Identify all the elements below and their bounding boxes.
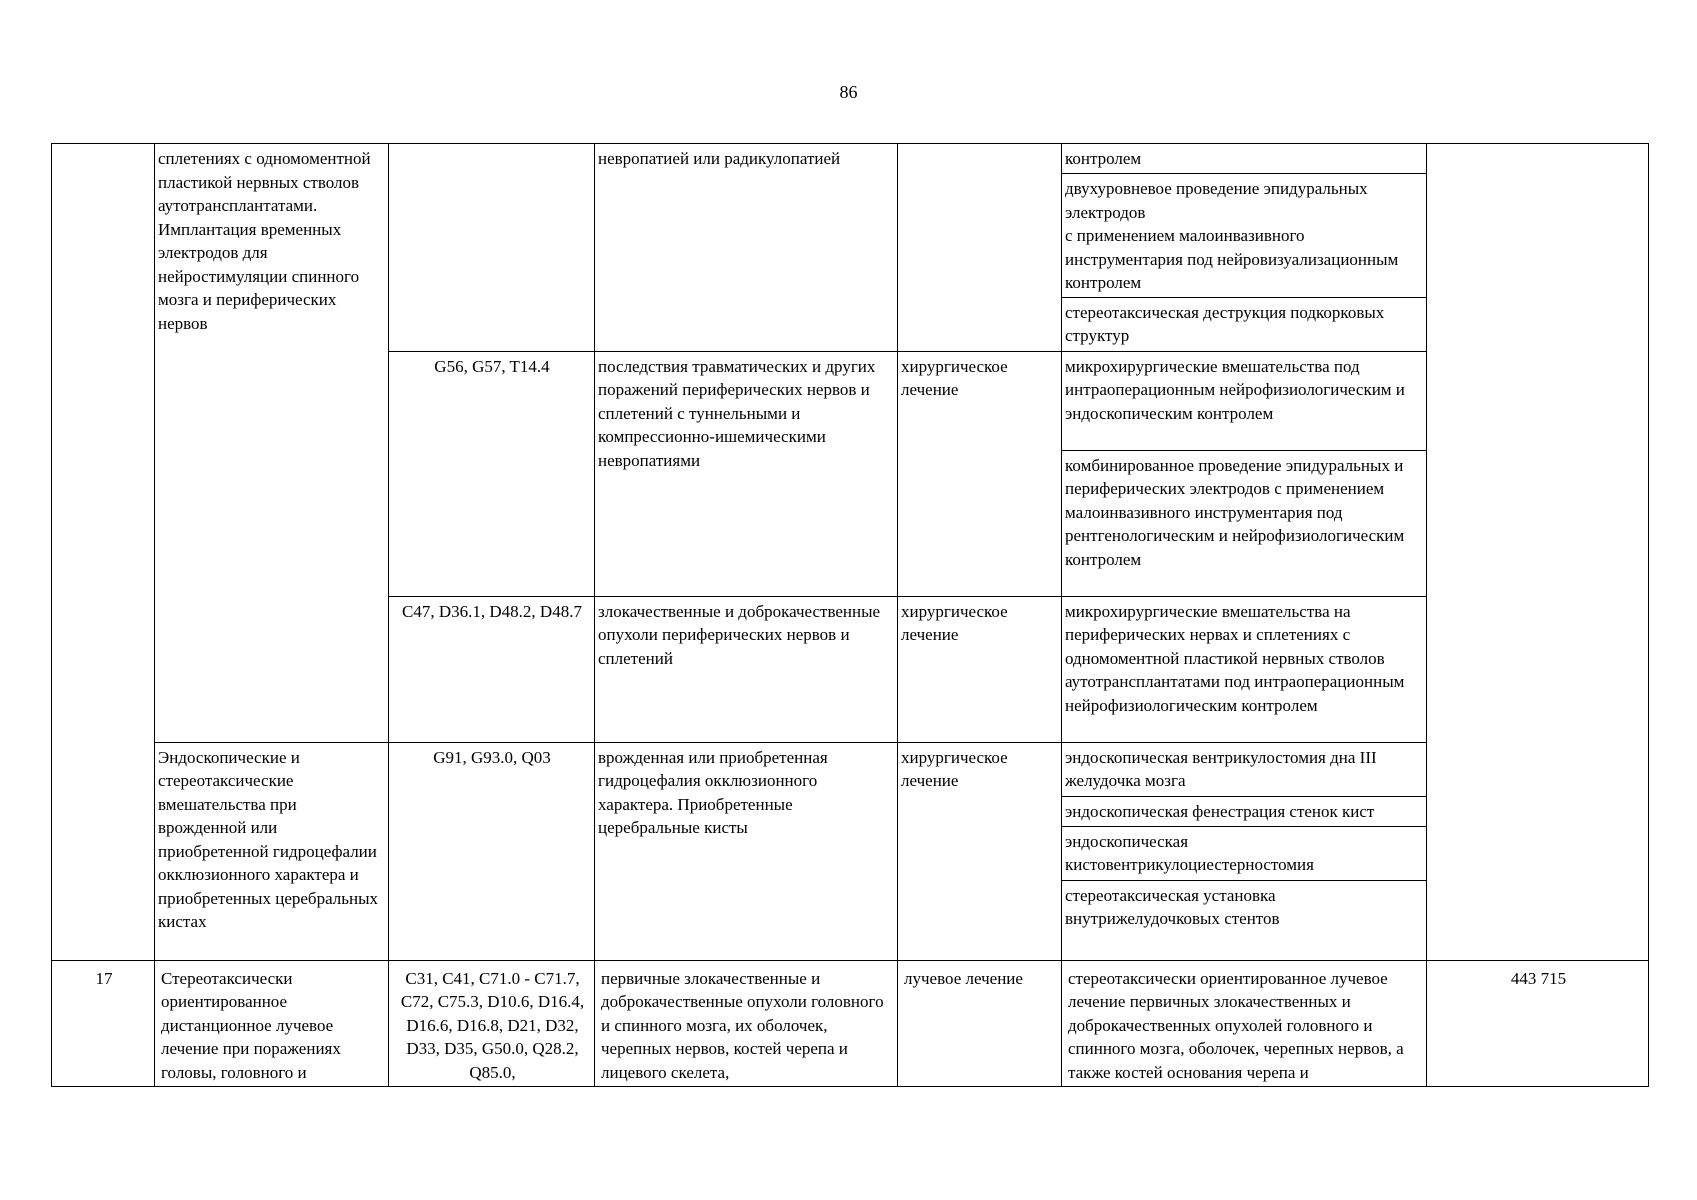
method-item-cell: комбинированное проведение эпидуральных и периферических электродов с применением малоинвазивного инструментария под рентгенологическим и нейрофизиологическим контролем [1062,450,1427,596]
table-row [52,742,1649,796]
method-cell [155,960,389,1086]
table-row [52,960,1649,1086]
method-item-cell: стереотаксическая установка внутрижелудочковых стентов [1062,880,1427,960]
number-cell-empty [52,144,155,961]
method-item-cell [1062,960,1427,1086]
method-item-text: стереотаксически ориентированное лучевое лечение первичных злокачественных и доброкачественных опухолей головного и спинного мозга, оболочек, черепных нервов, а также костей основания черепа и [1068,968,1404,1082]
method-item-cell: двухуровневое проведение эпидуральных электродов с применением малоинвазивного инструментария под нейровизуализационным контролем [1062,174,1427,298]
disease-cell: последствия травматических и других поражений периферических нервов и сплетений с туннельными и компрессионно-ишемическими невропатиями [595,351,898,596]
treatment-cell: хирургическое лечение [898,596,1062,742]
medical-services-table [51,143,1649,1087]
method-cell: Эндоскопические и стереотаксические вмешательства при врожденной или приобретенной гидроцефалии окклюзионного характера и приобретенных церебральных кистах [155,742,389,960]
method-item-cell: микрохирургические вмешательства на периферических нервах и сплетениях с одномоментной пластикой нервных стволов аутотрансплантатами под интраоперационным нейрофизиологическим контролем [1062,596,1427,742]
method-item-cell: эндоскопическая кистовентрикулоциестерностомия [1062,826,1427,880]
codes-cell: G56, G57, T14.4 [389,351,595,596]
method-item-cell: стереотаксическая деструкция подкорковых структур [1062,297,1427,351]
treatment-cell [898,144,1062,352]
disease-cell: злокачественные и доброкачественные опухоли периферических нервов и сплетений [595,596,898,742]
table-row [52,144,1649,174]
method-item-cell: эндоскопическая фенестрация стенок кист [1062,796,1427,826]
price-cell [1427,960,1649,1086]
codes-cell: C47, D36.1, D48.2, D48.7 [389,596,595,742]
disease-text: первичные злокачественные и доброкачественные опухоли головного и спинного мозга, их оболочек, черепных нервов, костей черепа и лицевого скелета, [601,968,884,1082]
codes-cell [389,960,595,1086]
price-value: 443 715 [1510,968,1567,988]
method-text: Стереотаксически ориентированное дистанционное лучевое лечение при поражениях головы, головного и [161,968,341,1082]
row-number: 17 [95,968,113,988]
row-number-cell [52,960,155,1086]
codes-cell [389,144,595,352]
codes-text: C31, C41, C71.0 - C71.7, C72, C75.3, D10.6, D16.4, D16.6, D16.8, D21, D32, D33, D35, G50.0, Q28.2, Q85.0, [400,968,585,1082]
price-cell-empty [1427,144,1649,961]
disease-cell: невропатией или радикулопатией [595,144,898,352]
treatment-cell [898,960,1062,1086]
treatment-text: лучевое лечение [904,968,1023,988]
treatment-cell: хирургическое лечение [898,742,1062,960]
disease-cell: врожденная или приобретенная гидроцефалия окклюзионного характера. Приобретенные церебральные кисты [595,742,898,960]
method-item-cell: эндоскопическая вентрикулостомия дна III желудочка мозга [1062,742,1427,796]
disease-cell [595,960,898,1086]
method-cell: сплетениях с одномоментной пластикой нервных стволов аутотрансплантатами. Имплантация временных электродов для нейростимуляции спинного мозга и периферических нервов [155,144,389,743]
page-number: 86 [839,82,858,102]
method-item-cell: контролем [1062,144,1427,174]
codes-cell: G91, G93.0, Q03 [389,742,595,960]
method-item-cell: микрохирургические вмешательства под интраоперационным нейрофизиологическим и эндоскопическим контролем [1062,351,1427,450]
treatment-cell: хирургическое лечение [898,351,1062,596]
